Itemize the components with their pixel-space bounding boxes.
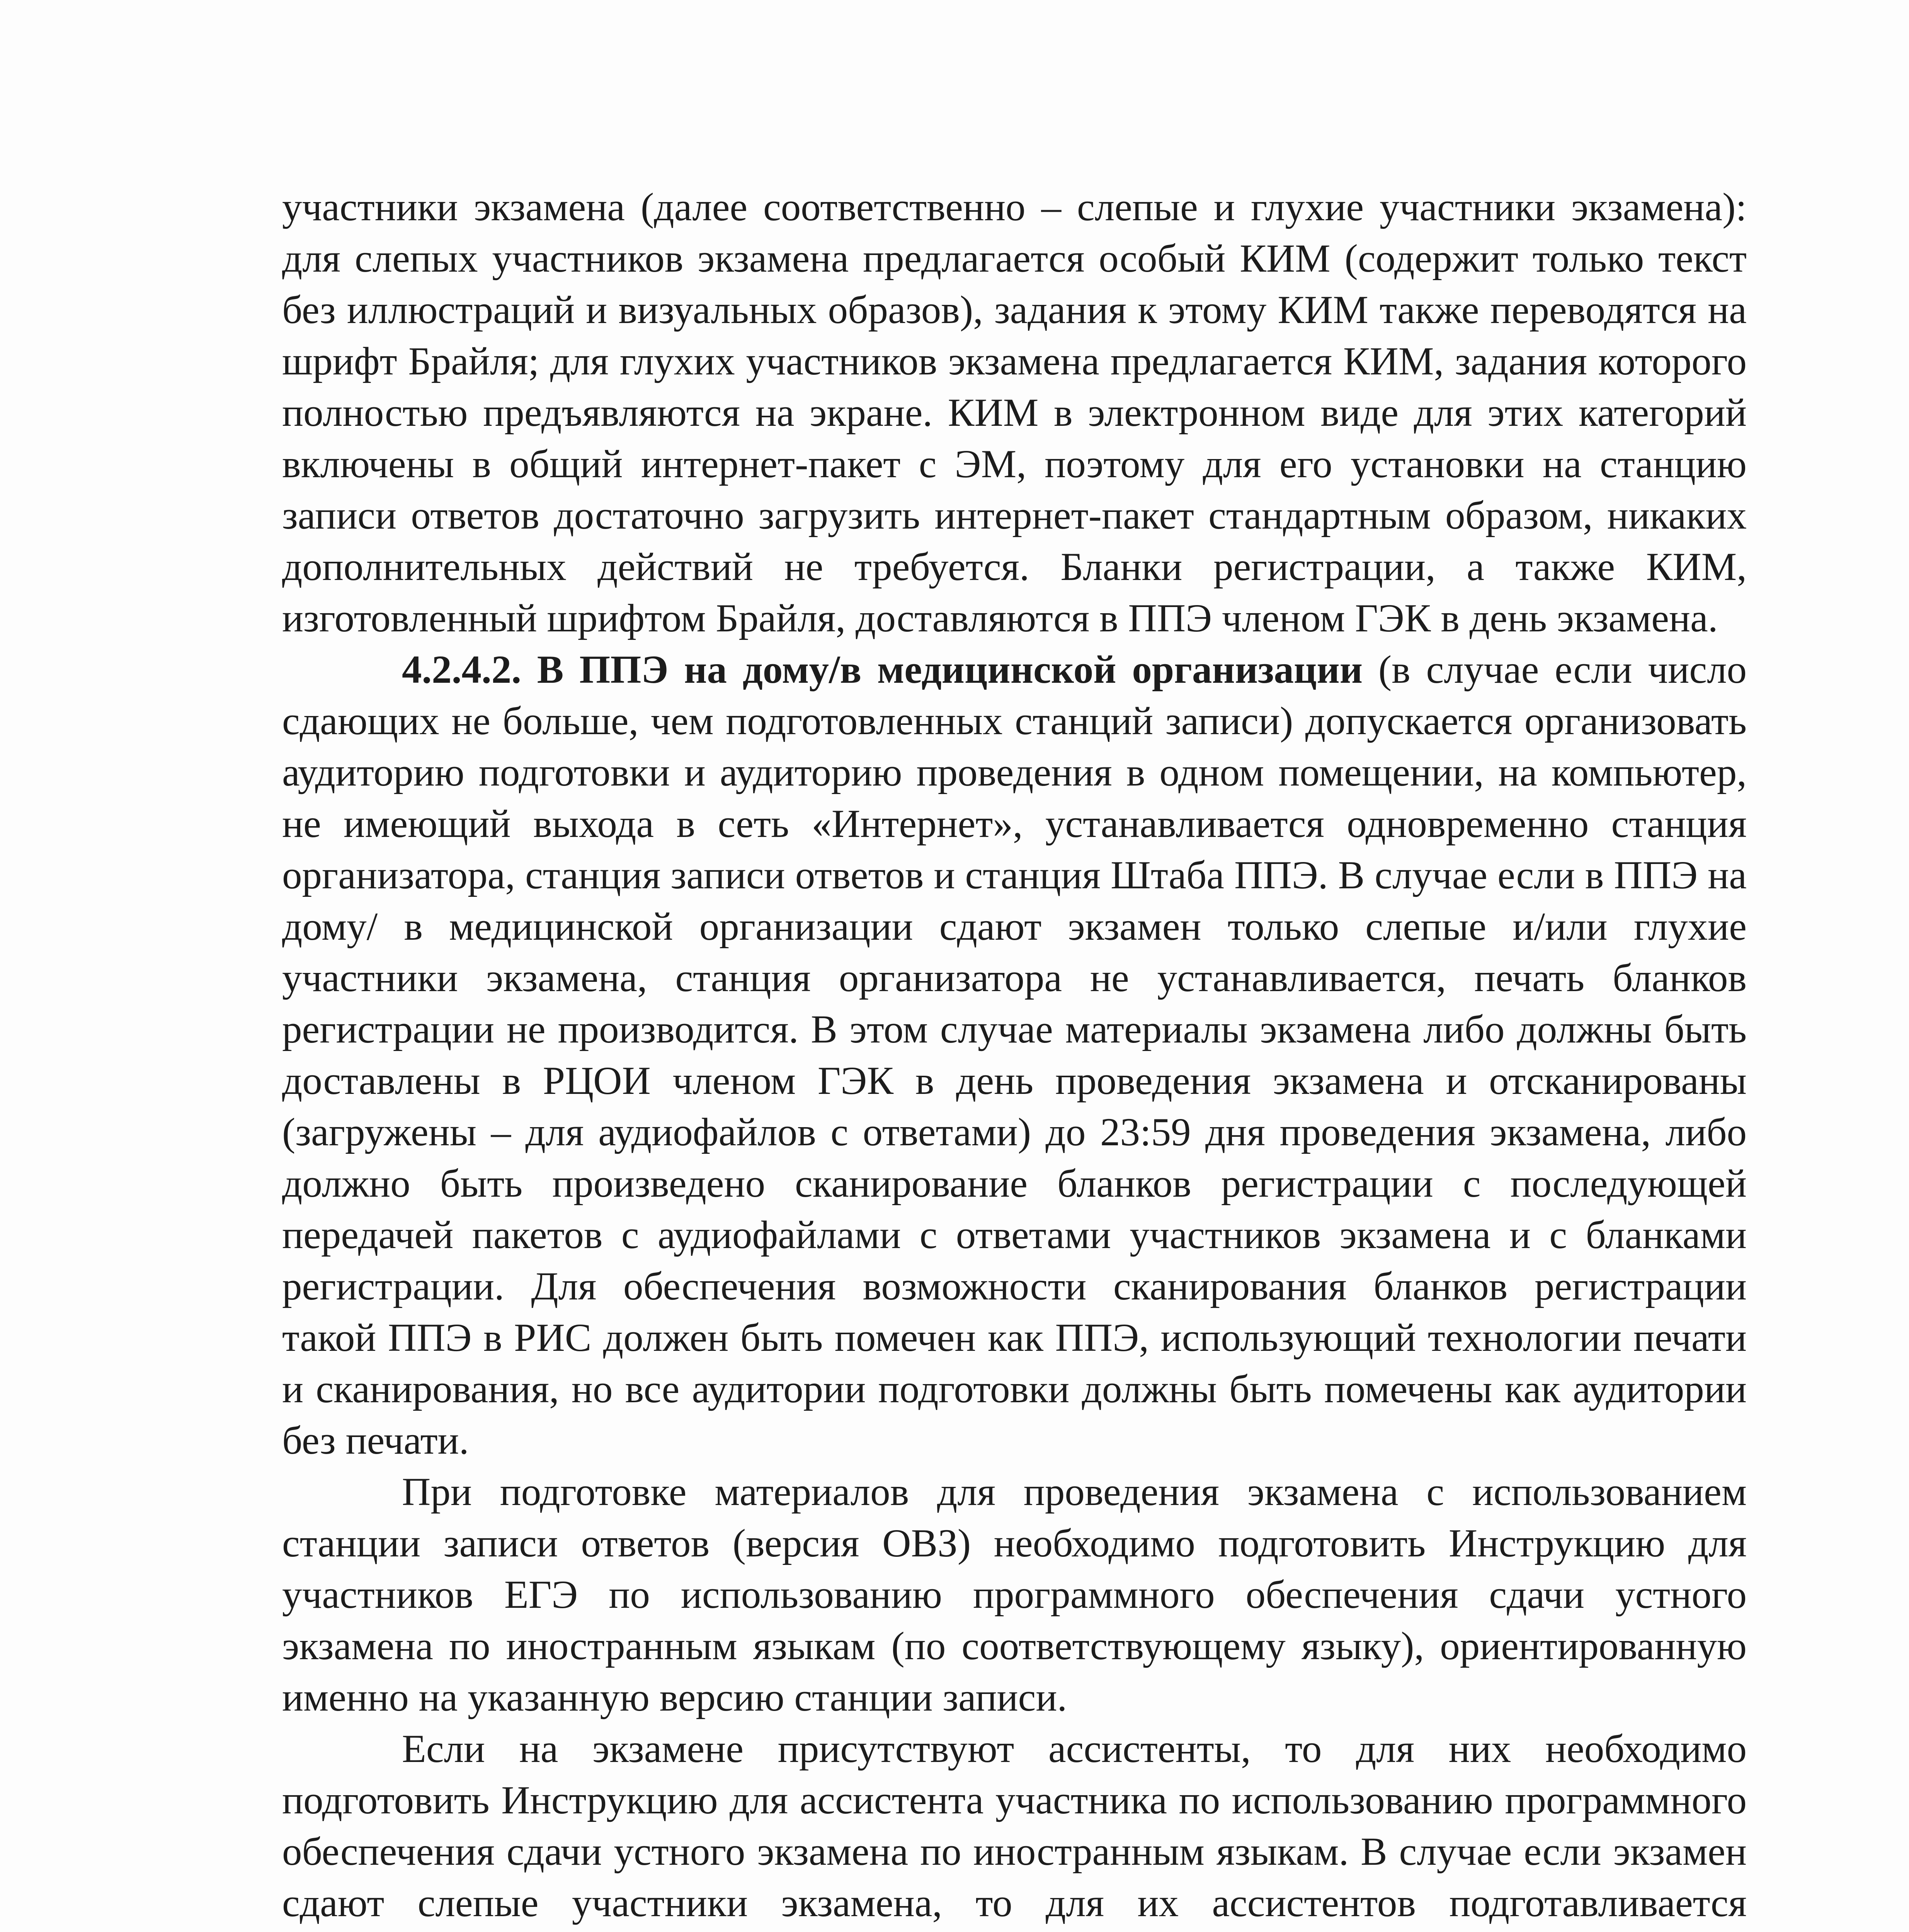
paragraph-text: участники экзамена (далее соответственно – слепые и глухие участники экзамена): для слепых участников экзамена предлагается особый КИМ (содержит только текст без иллюстраций и визуальных образов), задания к этому КИМ также переводятся на шрифт Брайля; для глухих участников экзамена предлагается КИМ, задания которого полностью предъявляются на экране. КИМ в электронном виде для этих категорий включены в общий интернет-пакет с ЭМ, поэтому для его установки на станцию записи ответов достаточно загрузить интернет-пакет стандартным образом, никаких дополнительных действий не требуется. Бланки регистрации, а также КИМ, изготовленный шрифтом Брайля, доставляются в ППЭ членом ГЭК в день экзамена.	[282, 185, 1747, 640]
paragraph-text: Если на экзамене присутствуют ассистенты, то для них необходимо подготовить Инструкцию для ассистента участника по использованию программного обеспечения сдачи устного экзамена по иностранным языкам. В случае если экзамен сдают слепые участники экзамена, то для их ассистентов подготавливается	[282, 1727, 1747, 1925]
paragraph-preparation	[282, 1466, 1747, 1723]
section-heading-4-2-4-2: 4.2.4.2. В ППЭ на дому/в медицинской организации	[402, 648, 1363, 692]
paragraph-text: (в случае если число сдающих не больше, чем подготовленных станций записи) допускается организовать аудиторию подготовки и аудиторию проведения в одном помещении, на компьютер, не имеющий выхода в сеть «Интернет», устанавливается одновременно станция организатора, станция записи ответов и станция Штаба ППЭ. В случае если в ППЭ на дому/ в медицинской организации сдают экзамен только слепые и/или глухие участники экзамена, станция организатора не устанавливается, печать бланков регистрации не производится. В этом случае материалы экзамена либо должны быть доставлены в РЦОИ членом ГЭК в день проведения экзамена и отсканированы (загружены – для аудиофайлов с ответами) до 23:59 дня проведения экзамена, либо должно быть произведено сканирование бланков регистрации с последующей передачей пакетов с аудиофайлами с ответами участников экзамена и с бланками регистрации. Для обеспечения возможности сканирования бланков регистрации такой ППЭ в РИС должен быть помечен как ППЭ, использующий технологии печати и сканирования, но все аудитории подготовки должны быть помечены как аудитории без печати.	[282, 648, 1747, 1463]
paragraph-assistants	[282, 1723, 1747, 1932]
paragraph-continuation	[282, 182, 1747, 644]
text-column	[282, 182, 1747, 1932]
paragraph-4-2-4-2	[282, 644, 1747, 1466]
paragraph-text: При подготовке материалов для проведения экзамена с использованием станции записи ответов (версия ОВЗ) необходимо подготовить Инструкцию для участников ЕГЭ по использованию программного обеспечения сдачи устного экзамена по иностранным языкам (по соответствующему языку), ориентированную именно на указанную версию станции записи.	[282, 1470, 1747, 1719]
